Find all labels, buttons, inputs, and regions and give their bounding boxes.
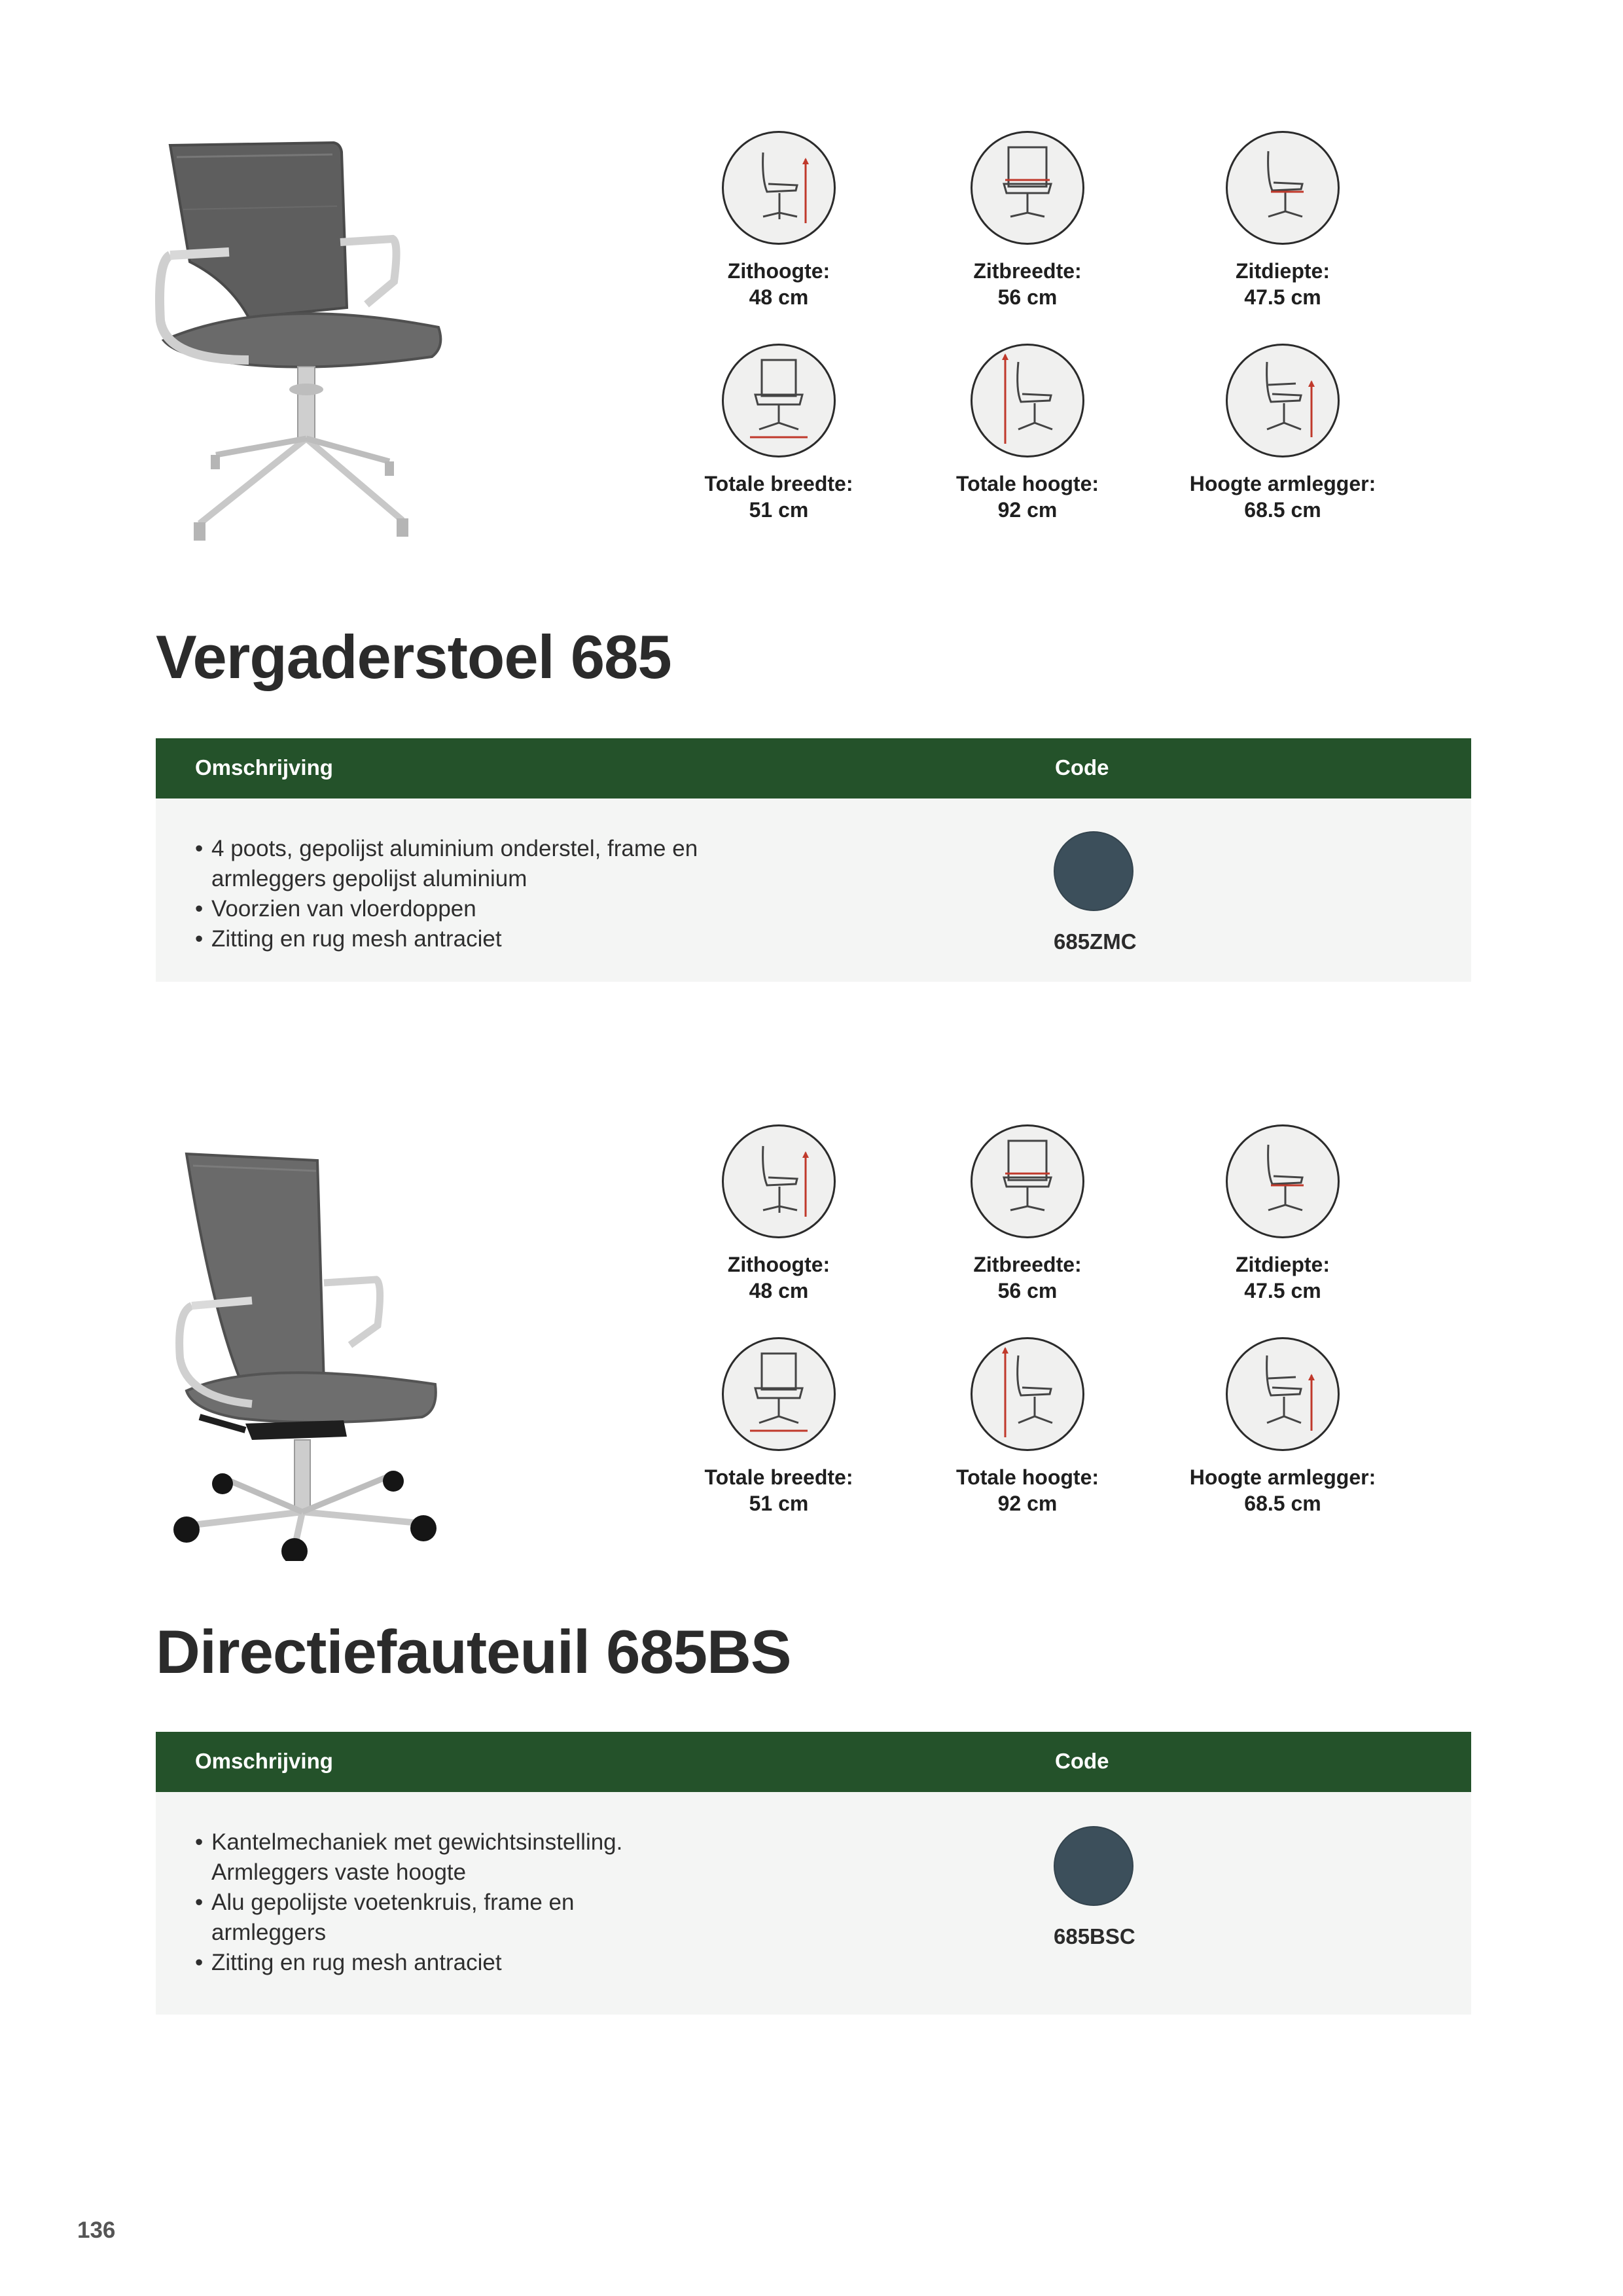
list-item: • Voorzien van vloerdoppen xyxy=(195,894,719,924)
spec-value: 47.5 cm xyxy=(1244,1279,1321,1302)
color-option xyxy=(1054,1826,1135,1949)
spec-armrest-height xyxy=(1152,344,1414,523)
spec-grid xyxy=(648,131,1407,537)
table-body xyxy=(156,1792,1471,2015)
spec-value: 68.5 cm xyxy=(1244,498,1321,522)
spec-grid xyxy=(648,1124,1407,1530)
column-code: Code xyxy=(1055,1749,1109,1773)
seat-depth-icon xyxy=(1226,1124,1340,1238)
spec-label: Zitdiepte: xyxy=(1236,259,1330,283)
spec-value: 56 cm xyxy=(997,285,1058,309)
spec-value: 47.5 cm xyxy=(1244,285,1321,309)
spec-total-height xyxy=(897,344,1158,523)
list-item: • Kantelmechaniek met gewichtsinstelling. Armleggers vaste hoogte xyxy=(195,1827,653,1888)
spec-label: Hoogte armlegger: xyxy=(1189,1465,1376,1489)
seat-depth-icon xyxy=(1226,131,1340,245)
color-option xyxy=(1054,831,1137,954)
product-title: Vergaderstoel 685 xyxy=(156,622,671,691)
spec-value: 68.5 cm xyxy=(1244,1492,1321,1515)
list-item: • Alu gepolijste voetenkruis, frame en armleggers xyxy=(195,1888,653,1948)
product-title: Directiefauteuil 685BS xyxy=(156,1617,791,1686)
table-header xyxy=(156,1732,1471,1792)
table-header xyxy=(156,738,1471,798)
spec-total-width xyxy=(648,344,910,523)
spec-seat-depth xyxy=(1152,1124,1414,1304)
spec-value: 51 cm xyxy=(749,498,809,522)
spec-armrest-height xyxy=(1152,1337,1414,1516)
armrest-height-icon xyxy=(1226,344,1340,457)
spec-seat-width xyxy=(897,131,1158,310)
spec-seat-width xyxy=(897,1124,1158,1304)
page-number: 136 xyxy=(77,2217,116,2243)
spec-seat-depth xyxy=(1152,131,1414,310)
product-code: 685BSC xyxy=(1054,1924,1135,1948)
seat-height-icon xyxy=(722,131,836,245)
spec-seat-height xyxy=(648,1124,910,1304)
list-item: • 4 poots, gepolijst aluminium onderstel, frame en armleggers gepolijst aluminium xyxy=(195,834,719,894)
spec-value: 92 cm xyxy=(997,1492,1058,1515)
list-item: • Zitting en rug mesh antraciet xyxy=(195,1948,653,1978)
spec-value: 51 cm xyxy=(749,1492,809,1515)
column-description: Omschrijving xyxy=(195,755,333,780)
spec-label: Hoogte armlegger: xyxy=(1189,472,1376,495)
column-description: Omschrijving xyxy=(195,1749,333,1773)
spec-value: 92 cm xyxy=(997,498,1058,522)
spec-value: 48 cm xyxy=(749,285,809,309)
spec-label: Zithoogte: xyxy=(727,259,830,283)
list-item: • Zitting en rug mesh antraciet xyxy=(195,924,719,954)
table-body xyxy=(156,798,1471,982)
spec-label: Totale breedte: xyxy=(704,472,853,495)
armrest-height-icon xyxy=(1226,1337,1340,1451)
spec-label: Zitbreedte: xyxy=(973,1253,1082,1276)
spec-label: Totale breedte: xyxy=(704,1465,853,1489)
description-list xyxy=(195,1827,653,1978)
color-swatch xyxy=(1054,1826,1133,1906)
total-width-icon xyxy=(722,1337,836,1451)
spec-label: Totale hoogte: xyxy=(955,472,1099,495)
total-width-icon xyxy=(722,344,836,457)
product-code: 685ZMC xyxy=(1054,929,1137,954)
total-height-icon xyxy=(971,344,1084,457)
chair-photo-685bs xyxy=(160,1149,442,1561)
color-swatch xyxy=(1054,831,1133,911)
spec-label: Totale hoogte: xyxy=(955,1465,1099,1489)
spec-value: 56 cm xyxy=(997,1279,1058,1302)
seat-height-icon xyxy=(722,1124,836,1238)
description-list xyxy=(195,834,719,954)
column-code: Code xyxy=(1055,755,1109,780)
spec-total-width xyxy=(648,1337,910,1516)
total-height-icon xyxy=(971,1337,1084,1451)
spec-label: Zithoogte: xyxy=(727,1253,830,1276)
spec-total-height xyxy=(897,1337,1158,1516)
spec-label: Zitbreedte: xyxy=(973,259,1082,283)
spec-value: 48 cm xyxy=(749,1279,809,1302)
spec-seat-height xyxy=(648,131,910,310)
seat-width-icon xyxy=(971,1124,1084,1238)
spec-label: Zitdiepte: xyxy=(1236,1253,1330,1276)
seat-width-icon xyxy=(971,131,1084,245)
chair-photo-685 xyxy=(151,131,458,563)
